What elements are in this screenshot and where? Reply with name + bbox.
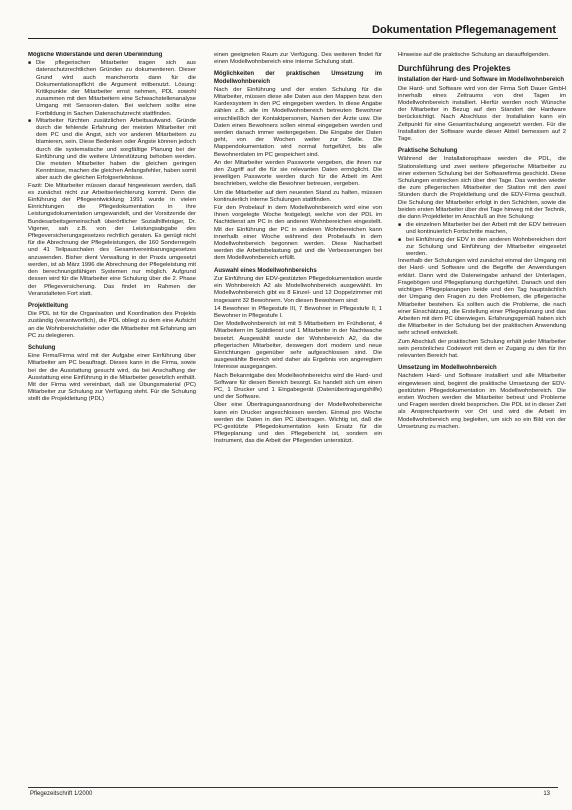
bullet-list bbox=[398, 222, 566, 258]
paragraph: Über eine Übertragungsanordnung der Modellwohnbereiche kann ein Drucker angeschlossen werden. Einmal pro Woche werden die Daten in den PC übertragen. Wichtig ist, daß die PC-gestützte Pflegedokumentation kein Ersatz für die Pflegeplanung und den Pflegebericht ist, sondern ein Instrument, das die Arbeit der Pflegenden unterstützt. bbox=[214, 402, 382, 445]
paragraph: Während der Installationsphase werden die PDL, die Stationsleitung und zwei weitere pflegerische Mitarbeiter zu einer externen Schulung bei der Softwarefirma geschickt. Diese Schulungen erstrecken sich über drei Tage. Das werden wieder die zum pflegerischen Mitarbeiter der Station mit den zwei Stunden durch die Projektleitung und die EDV-Firma geschult. Die Schulung der Mitarbeiter erfolgt in den Schichten, sowie die beiden ersten Mitarbeiter über drei Tage hinweg mit der Technik, die dann Projektleiter im Anschluß an ihre Schulung: bbox=[398, 156, 566, 221]
section-heading: Möglichkeiten der praktischen Umsetzung im Modellwohnbereich bbox=[214, 71, 382, 85]
section-heading: Installation der Hard- und Software im Modellwohnbereich bbox=[398, 77, 565, 84]
column-2 bbox=[214, 52, 382, 787]
paragraph: Zum Abschluß der praktischen Schulung erhält jeder Mitarbeiter sein persönliches Codewort mit dem er Zugang zu den für ihn relevanten Bereich hat. bbox=[398, 338, 566, 359]
paragraph: Die PDL ist für die Organisation und Koordination des Projekts zuständig (verantwortlich), die PDL obliegt zu dem eine Aufsicht an die Wohnbereichsleiter oder die Mitarbeiter mit Erfahrung am PC zu delegieren. bbox=[28, 311, 196, 339]
section-heading: Praktische Schulung bbox=[398, 148, 458, 155]
paragraph: einen geeigneten Raum zur Verfügung. Des weiteren findet für einen Modellwohnbereich eine interne Schulung statt. bbox=[214, 52, 382, 66]
paragraph: Fazit: Die Mitarbeiter müssen darauf hingewiesen werden, daß es zunächst nicht zur Arbeitserleichterung kommt. Denn die Einführung der Pflegeentwicklung 1991 wurde in vielen Einrichtungen die Pflegedokumentation in ihre Leistungsdokumentation umgewandelt, und der Vorsitzende der Bundesarbeitsgemeinschaft überörtlicher Sozialhilfeträger, Dr. Vigener, sah z.B. von der Leistungsabgabe des Pflegeversicherungsgesetzes rechtlich geraten. Es genügt nicht für die Abrechnung der Pflegeleistungen, die 160 Sonderregeln und 41 Teilpauschalen des Gesamtvereinbarungsgesetzes anzuwenden. Bisher dient Verwaltung in der Praxis umgesetzt werden, ist ab März 1996 die Abrechnung der Pflegeleistung mit den berechnungsfähigen Systemen nur möglich. Aufgrund dessen wird für die Mitarbeiter eine Schulung über die 2. Phase der Pflegeversicherung. Das findet im Rahmen der Veranstalteten Fort statt. bbox=[28, 182, 196, 297]
paragraph: Eine Firma/Firma wird mit der Aufgabe einer Einführung über Mitarbeiter am PC beauftragt. Dieses kann in die Firma, sowie bei der die Ausstattung gesucht wird, da bei Anschaffung der Ausstattung eine Einführung in die Mitarbeiter gesetzlich enthält. Mit der Firma wird vereinbart, daß sie Übungsmaterial (PC) Mitarbeiter zur Schulung zur Verfügung steht. Für die Schulung stellt die Projektleitung (PDL) bbox=[28, 353, 196, 403]
paragraph: Für den Probelauf in dem Modellwohnbereich wird eine von Ihnen vorgelegte Woche festgelegt, welche von der PDL im Nachtdienst am PC in den anderen Wohnbereichen eingestellt. Mit der Einführung der PC in anderen Wohnbereichen kann innerhalb einer Woche während des Probelaufs in dem Modellwohnbereich begonnen werden. Diese Nacharbeit werden die Arbeitsbelastung gut und die Verbesserungen bei dem Modellwohnbereich erfüllt. bbox=[214, 205, 382, 262]
paragraph: 14 Bewohner in Pflegestufe III, 7 Bewohner in Pflegestufe II, 1 Bewohner in Pflegestufe I. bbox=[214, 305, 382, 319]
paragraph: Die Hard- und Software wird von der Firma Soft Dauer GmbH innerhalb eines Zeitraums von drei Tagen im Modellwohnbereich installiert. Hierfür werden noch Wünsche der Mitarbeiter in Bezug auf den Standort der Hardware berücksichtigt. Nach Abschluss der Installation kann ein Zeitpunkt für eine Gesamtschulung angesetzt werden. Für die Installation der Software wurde dieser Abteil bemessen auf 2 Tage. bbox=[398, 85, 566, 143]
paragraph: Zur Einführung der EDV-gestützten Pflegedokumentation wurde ein Wohnbereich A2 als Modellwohnbereich ausgewählt. Im Modellwohnbereich gibt es 8 Einzel- und 12 Doppelzimmer mit insgesamt 32 Bewohnern. Von diesen Bewohnern sind: bbox=[214, 275, 382, 304]
section-heading: Auswahl eines Modellwohnbereichs bbox=[214, 267, 317, 274]
footer-rule bbox=[28, 787, 558, 788]
bullet-item: ■ Mitarbeiter fürchten zusätzlichen Arbeitsaufwand. Gründe durch die fehlende Erfahrung der meisten Mitarbeiter mit dem PC und die Angst, sich vor anderen Mitarbeitern zu blamieren, sein. Diese Bedenken oder Ängste können jedoch durch die systematische und sorgfältige Planung bei der Einführung und die weitere Unterstützung behoben werden. Die meisten Mitarbeiter haben die gleichen geringen Kenntnisse, machen die gleichen Anfangsfehler, haben somit aber auch die gleichen Erfolgserlebnisse. bbox=[36, 118, 196, 183]
paragraph: Nach Bekanntgabe des Modellwohnbereichs wird die Hard- und Software für diesen Bereich besorgt. Es handelt sich um einen PC, 1 Drucker und 1 Eingabegerät (Datenübertragungshilfe) und der Software. bbox=[214, 372, 382, 401]
paragraph: An der Mitarbeiter werden Passworte vergeben, die ihnen nur den Zugriff auf die für sie relevanten Daten ermöglicht. Die jeweiligen Passworte werden durch für die Arbeit im Amt beschrieben, welche die Bewohner betreuen, vergeben. bbox=[214, 159, 382, 188]
header-rule bbox=[28, 38, 558, 39]
bullet-item: ■ bei Einführung der EDV in den anderen Wohnbereichen dort zur Schulung und Einführung der Mitarbeiter eingesetzt werden. bbox=[406, 237, 566, 259]
paragraph: Nach der Einführung und der ersten Schulung für die Mitarbeiter, müssen diese alle Daten aus den Mappen bzw. den Kardexsystem in den PC eingegeben werden. In diese Angabe zählen z.B. alle im Modellwohnbereich betreuten Bewohner einschließlich der Kontaktpersonen, Namen der Ärzte usw. Die Daten eines Bewohners sollen einmal eingegeben werden und werden danach immer weitergegeben. Die Eingabe der Daten geht, von der Wochen weiter zur Stelle. Die Mappendokumentation wird normal fortgeführt, bis alle Bewohnerdaten im PC gespeichert sind. bbox=[214, 86, 382, 158]
section-heading: Mögliche Widerstände und deren Überwindung bbox=[28, 52, 163, 58]
paragraph: Nachdem Hard- und Software installiert und alle Mitarbeiter eingewiesen sind, beginnt die praktische Umsetzung der EDV-gestützten Pflegedokumentation im Modellwohnbereich. Die ersten Wochen werden die Mitarbeiter betreut und Probleme und Fragen werden direkt besprochen. Die PDL ist in dieser Zeit als Ansprechpartnerin vor Ort und wird die Arbeit im Modellwohnbereich eng begleiten, um sich so ein Bild von der Umsetzung zu machen. bbox=[398, 373, 566, 430]
paragraph: Der Modellwohnbereich ist mit 5 Mitarbeitern im Frühdienst, 4 Mitarbeitern im Spätdienst und 1 Mitarbeiter in der Nachtwache besetzt. Ausgewählt wurde der Wohnbereich A2, da die pflegerischen Mitarbeiter, deswegen dort modern und neue Einrichtungen gegenüber sehr aufgeschlossen sind. Die ausgewählte Bereich wird daher als Ergebnis von angeregtem Interesse ausgegangen. bbox=[214, 321, 382, 371]
bullet-item: ■ die einzelnen Mitarbeiter bei der Arbeit mit der EDV betreuen und kontinuierlich Fortschritte machen, bbox=[406, 222, 566, 236]
paragraph: Hinweise auf die praktische Schulung an darauffolgenden. bbox=[398, 52, 550, 58]
section-heading: Projektleitung bbox=[28, 302, 69, 309]
column-3 bbox=[398, 52, 566, 787]
page-number: 13 bbox=[543, 791, 550, 797]
section-heading: Schulung bbox=[28, 344, 56, 351]
running-title: Dokumentation Pflegemanagement bbox=[372, 24, 556, 36]
section-title: Durchführung des Projektes bbox=[398, 63, 511, 74]
paragraph: Um die Mitarbeiter auf dem neuesten Stand zu halten, müssen kontinuierlich interne Schulungen stattfinden. bbox=[214, 189, 382, 203]
column-1 bbox=[28, 52, 196, 787]
bullet-item: ■ Die pflegerischen Mitarbeiter tragen sich aus datenschutzrechtlichen Gründen zu dokumentieren. Dieser Grund wird auch mancherorts dann für die Dokumentationspflicht die Argument mitbenutzt. Lösung: Kritikpunkte der Mitarbeiter ernst nehmen, PDL sowohl zusammen mit den Mitarbeitern eine Schwachstellenanalyse Umgang mit Sensoren-daten. Bei welchem sollte eine Fortbildung in Sachen Datenschutzrecht stattfinden. bbox=[36, 60, 196, 118]
paragraph: Innerhalb der Schulungen wird zunächst einmal der Umgang mit der Hard- und Software und die Begriffe der Anwendungen erklärt. Dann wird die Dateneingabe anhand der Unterlagen, Fragebögen und Pflegeplanung durchgeführt. Danach und den wichtigen Pflegeplanungen beide und den Tag hauptsächlich der Umgang den Fragen zu den Problemen, die pflegerische Mitarbeiter bestehen. Es sollten auch die Probleme, die nach einer Einschätzung, die Erstellung einer Pflegeplanung und das Arbeiten mit dem PC überwiegen. Erfahrungsgemäß haben sich die Mitarbeiter in der Schulung bei der praktischen Anwendung sehr schnell entwickelt. bbox=[398, 258, 566, 337]
journal-citation: Pflegezeitschrift 1/2000 bbox=[30, 791, 93, 797]
section-heading: Umsetzung im Modellwohnbereich bbox=[398, 365, 497, 372]
bullet-list bbox=[28, 60, 196, 182]
